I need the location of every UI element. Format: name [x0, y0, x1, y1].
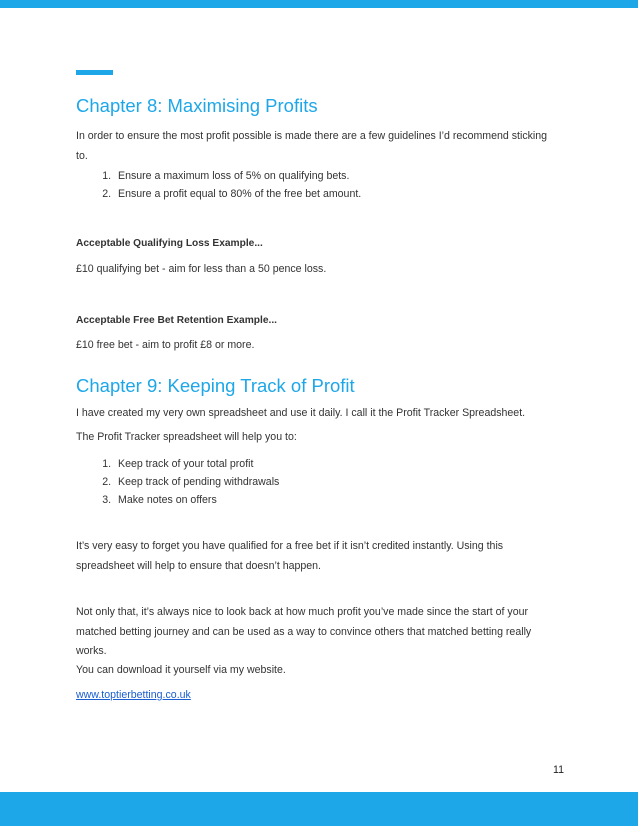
spreadsheet-features-list [76, 455, 574, 509]
list-item: 2. Keep track of pending withdrawals [114, 473, 574, 491]
bottom-accent-bar [0, 792, 638, 826]
section-accent-dash [76, 70, 113, 75]
qualifying-loss-example: £10 qualifying bet - aim for less than a 50 pence loss. [76, 263, 327, 275]
list-item: 2. Ensure a profit equal to 80% of the free bet amount. [114, 185, 574, 203]
page-number: 11 [553, 764, 564, 776]
chapter-9-intro: I have created my very own spreadsheet and use it daily. I call it the Profit Tracker Spreadsheet. [76, 407, 526, 419]
website-link[interactable]: www.toptierbetting.co.uk [76, 689, 191, 701]
look-back-paragraph: Not only that, it’s always nice to look back at how much profit you’ve made since the start of your matched betting journey and can be used as a way to convince others that matched betting really works. [76, 606, 532, 657]
list-item: 1. Keep track of your total profit [114, 455, 574, 473]
download-paragraph: You can download it yourself via my website. [76, 664, 286, 676]
list-item: 3. Make notes on offers [114, 491, 574, 509]
forget-paragraph: It’s very easy to forget you have qualified for a free bet if it isn’t credited instantly. Using this spreadsheet will help to ensure that doesn’t happen. [76, 540, 504, 572]
top-accent-bar [0, 0, 638, 8]
website-line [76, 686, 556, 706]
chapter-8-title: Chapter 8: Maximising Profits [76, 95, 318, 116]
spreadsheet-help-intro: The Profit Tracker spreadsheet will help you to: [76, 431, 297, 443]
list-item: 1. Ensure a maximum loss of 5% on qualifying bets. [114, 167, 574, 185]
free-bet-retention-heading: Acceptable Free Bet Retention Example... [76, 315, 277, 326]
free-bet-retention-example: £10 free bet - aim to profit £8 or more. [76, 339, 255, 351]
chapter-9-title: Chapter 9: Keeping Track of Profit [76, 375, 355, 396]
guidelines-list [76, 167, 574, 203]
qualifying-loss-heading: Acceptable Qualifying Loss Example... [76, 238, 263, 249]
chapter-8-intro: In order to ensure the most profit possible is made there are a few guidelines I’d recommend sticking to. [76, 130, 548, 162]
